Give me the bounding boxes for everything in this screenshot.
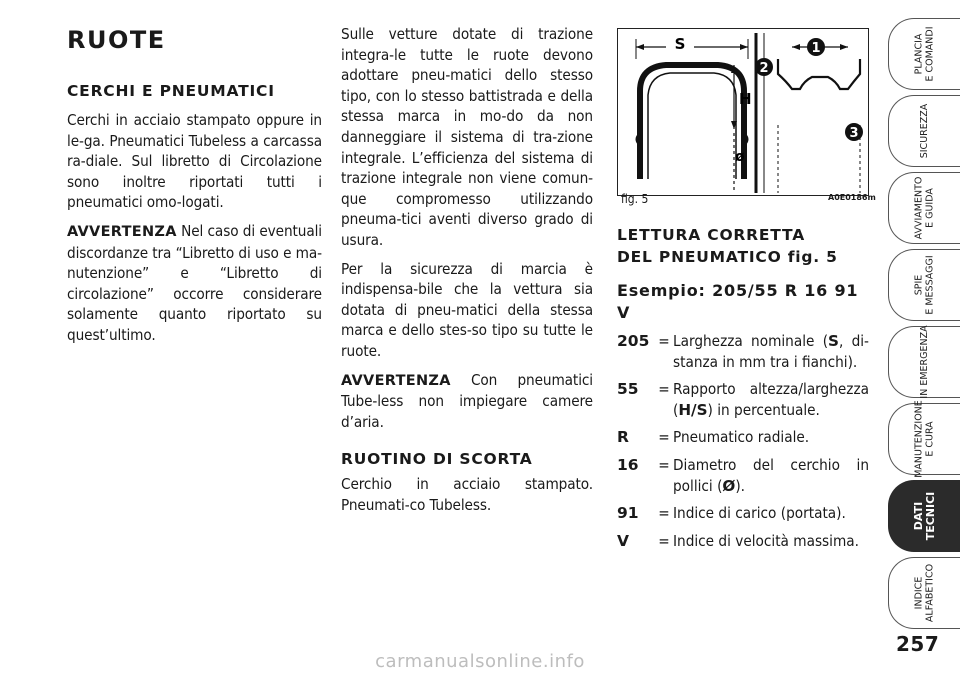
list-item	[617, 455, 869, 496]
equals-sign: =	[658, 428, 670, 447]
paragraph: Cerchio in acciaio stampato. Pneumati-co Tubeless.	[341, 475, 593, 514]
column-2	[341, 24, 593, 515]
code-key: 16	[617, 455, 639, 474]
paragraph: Cerchi in acciaio stampato oppure in le-ga. Pneumatici Tubeless a carcassa ra-diale. Sul libretto di Circolazione sono inoltre riportati tutti i pneumatici omo-logati.	[67, 111, 322, 212]
tab-label: DATI TECNICI	[911, 491, 937, 541]
code-key: R	[617, 428, 629, 447]
tire-cross-section-svg	[618, 29, 868, 195]
list-item	[617, 531, 869, 552]
code-description: Diametro del cerchio in pollici (Ø).	[673, 455, 869, 495]
list-item	[617, 427, 869, 448]
column-1	[67, 80, 322, 346]
paragraph: Sulle vetture dotate di trazione integra-le tutte le ruote devono adottare pneu-matici dello stesso tipo, con lo stesso battistrada e della stessa marca in mo-do da non danneggiare il sistema di tra-zione integrale. L’efficienza del sistema di trazione integrale non viene comun-que compromesso utilizzando pneuma-tici aventi diverso grado di usura.	[341, 25, 593, 249]
chapter-tabs	[888, 0, 960, 676]
equals-sign: =	[658, 504, 670, 523]
code-description: Larghezza nominale (S, di-stanza in mm tra i fianchi).	[673, 332, 869, 371]
tab-label: MANUTENZIONE E CURA	[913, 400, 935, 478]
section-heading-lettura-2: DEL PNEUMATICO fig. 5	[617, 248, 838, 266]
tab-sicurezza[interactable]	[888, 95, 960, 167]
code-description: Indice di carico (portata).	[673, 504, 846, 523]
warning-text: Nel caso di eventuali discordanze tra “Libretto di uso e ma-nutenzione” e “Libretto di circolazione” occorre considerare solamente quanto riportato su quest’ultimo.	[67, 221, 322, 344]
section-heading-cerchi: CERCHI E PNEUMATICI	[67, 82, 275, 100]
warning-paragraph	[341, 370, 593, 433]
callout-3: 3	[849, 126, 859, 141]
code-key: 205	[617, 332, 650, 350]
watermark: carmanualsonline.info	[375, 651, 585, 672]
equals-sign: =	[658, 380, 670, 399]
code-key: 55	[617, 380, 639, 399]
section-heading-ruotino: RUOTINO DI SCORTA	[341, 450, 533, 469]
tab-dati-tecnici[interactable]	[888, 480, 960, 552]
tire-diagram	[617, 28, 869, 196]
figure-code: A0E0186m	[828, 193, 876, 202]
warning-paragraph	[67, 221, 322, 346]
figure-label: fig. 5	[621, 192, 649, 206]
tab-manutenzione-e-cura[interactable]	[888, 400, 960, 478]
page-number: 257	[896, 632, 940, 656]
tab-label: SPIE E MESSAGGI	[913, 255, 935, 315]
tab-label: IN EMERGENZA	[918, 325, 930, 399]
page-title: RUOTE	[67, 26, 166, 54]
section-heading-lettura: LETTURA CORRETTA	[617, 226, 805, 244]
list-item	[617, 331, 869, 372]
tab-label: PLANCIA E COMANDI	[913, 26, 935, 82]
tab-label: INDICE ALFABETICO	[913, 563, 935, 623]
paragraph: Per la sicurezza di marcia è indispensa-bile che la vettura sia dotata di pneu-matici della stessa marca e dello stes-so tipo su tutte le ruote.	[341, 259, 593, 360]
code-key: 91	[617, 504, 639, 523]
list-item	[617, 379, 869, 420]
code-description: Indice di velocità massima.	[673, 531, 859, 550]
h-dimension-label: H	[739, 90, 752, 108]
code-description: Rapporto altezza/larghezza (H/S) in percentuale.	[673, 380, 869, 419]
callout-1: 1	[811, 41, 821, 56]
equals-sign: =	[658, 332, 670, 350]
tire-code-list	[617, 331, 869, 551]
tab-label: AVVIAMENTO E GUIDA	[913, 176, 935, 240]
list-item	[617, 503, 869, 524]
diameter-label: ø	[735, 149, 745, 165]
equals-sign: =	[658, 531, 670, 550]
tab-plancia-e-comandi[interactable]	[888, 18, 960, 90]
warning-label: AVVERTENZA	[67, 223, 177, 240]
equals-sign: =	[658, 455, 670, 474]
tire-example: Esempio: 205/55 R 16 91 V	[617, 281, 859, 322]
tab-avviamento-e-guida[interactable]	[888, 172, 960, 244]
tab-label: SICUREZZA	[918, 103, 930, 159]
code-description: Pneumatico radiale.	[673, 428, 810, 447]
tab-in-emergenza[interactable]	[888, 326, 960, 398]
warning-text: Con pneumatici Tube-less non impiegare camere d’aria.	[341, 370, 593, 431]
tab-spie-e-messaggi[interactable]	[888, 249, 960, 321]
tab-indice-alfabetico[interactable]	[888, 557, 960, 629]
code-key: V	[617, 531, 629, 550]
s-dimension-label: S	[674, 35, 686, 53]
column-3	[617, 224, 869, 551]
callout-2: 2	[759, 61, 769, 76]
warning-label: AVVERTENZA	[341, 372, 451, 389]
